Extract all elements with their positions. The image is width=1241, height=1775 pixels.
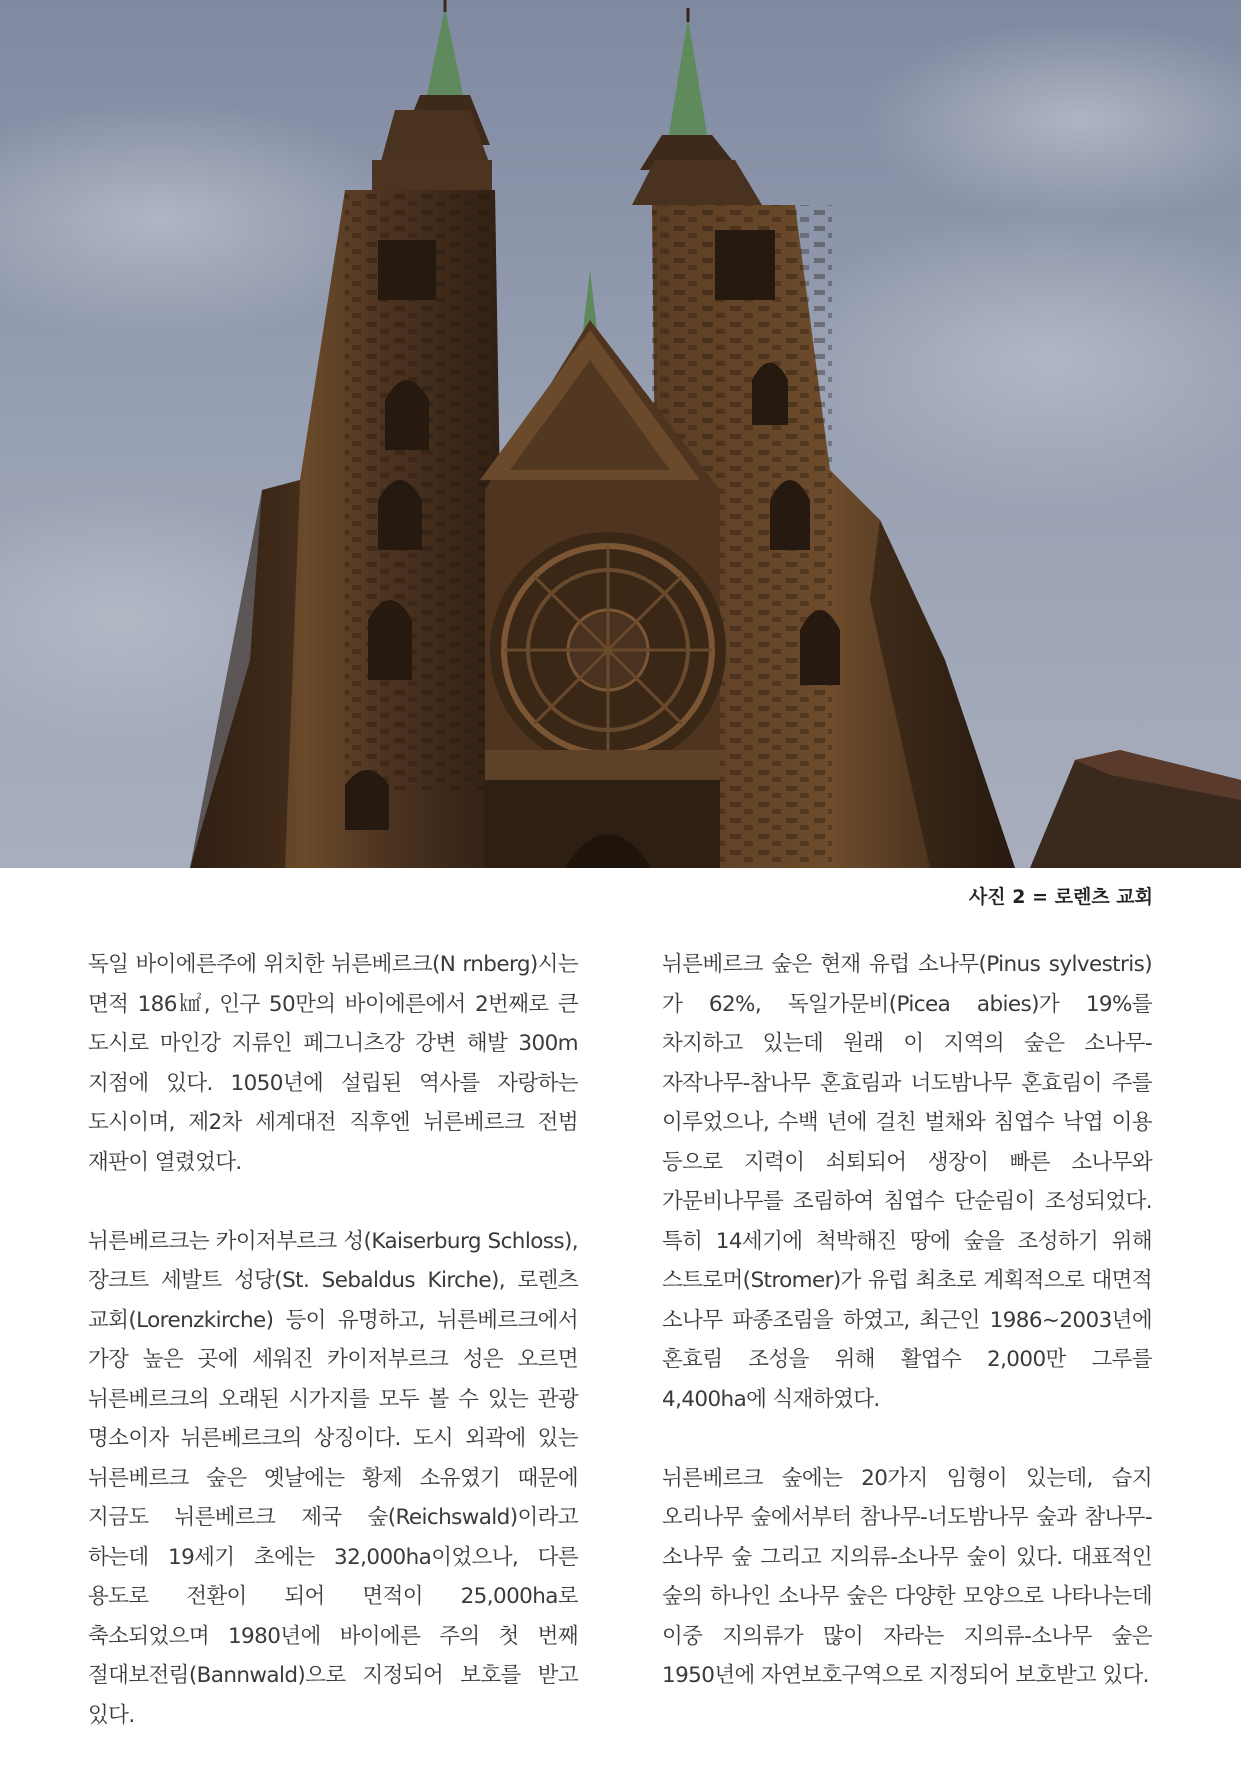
paragraph: 독일 바이에른주에 위치한 뉘른베르크(N rnberg)시는 면적 186㎢, 인구 50만의 바이에른에서 2번째로 큰 도시로 마인강 지류인 페그니츠강 강변 해발 300m 지점에 있다. 1050년에 설립된 역사를 자랑하는 도시이며, 제2차 세계대전 직후엔 뉘른베르크 전범 재판이 열렸었다. xyxy=(88,952,578,1175)
photo-caption: 사진 2 = 로렌츠 교회 xyxy=(968,886,1153,908)
paragraph: 뉘른베르크 숲에는 20가지 임형이 있는데, 습지 오리나무 숲에서부터 참나무-너도밤나무 숲과 참나무-소나무 숲 그리고 지의류-소나무 숲이 있다. 대표적인 숲의 하나인 소나무 숲은 다양한 모양으로 나타나는데 이중 지의류가 많이 자라는 지의류-소나무 숲은 1950년에 자연보호구역으로 지정되어 보호받고 있다. xyxy=(662,1465,1152,1688)
right-text-column xyxy=(662,945,1152,1735)
church-photo xyxy=(0,0,1241,868)
church-illustration xyxy=(0,0,1241,868)
paragraph: 뉘른베르크 숲은 현재 유럽 소나무(Pinus sylvestris)가 62%, 독일가문비(Picea abies)가 19%를 차지하고 있는데 원래 이 지역의 숲은 소나무-자작나무-참나무 혼효림과 너도밤나무 혼효림이 주를 이루었으나, 수백 년에 걸친 벌채와 침엽수 낙엽 이용 등으로 지력이 쇠퇴되어 생장이 빠른 소나무와 가문비나무를 조림하여 침엽수 단순림이 조성되었다. 특히 14세기에 척박해진 땅에 숲을 조성하기 위해 스트로머(Stromer)가 유럽 최초로 계획적으로 대면적 소나무 파종조림을 하였고, 최근인 1986~2003년에 혼효림 조성을 위해 활엽수 2,000만 그루를 4,400ha에 식재하였다. xyxy=(662,952,1152,1412)
paragraph: 뉘른베르크는 카이저부르크 성(Kaiserburg Schloss), 장크트 세발트 성당(St. Sebaldus Kirche), 로렌츠 교회(Lorenzkirche) 등이 유명하고, 뉘른베르크에서 가장 높은 곳에 세워진 카이저부르크 성은 오르면 뉘른베르크의 오래된 시가지를 모두 볼 수 있는 관광 명소이자 뉘른베르크의 상징이다. 도시 외곽에 있는 뉘른베르크 숲은 옛날에는 황제 소유였기 때문에 지금도 뉘른베르크 제국 숲(Reichswald)이라고 하는데 19세기 초에는 32,000ha이었으나, 다른 용도로 전환이 되어 면적이 25,000ha로 축소되었으며 1980년에 바이에른 주의 첫 번째 절대보전림(Bannwald)으로 지정되어 보호를 받고 있다. xyxy=(88,1228,578,1728)
left-text-column xyxy=(88,945,578,1775)
